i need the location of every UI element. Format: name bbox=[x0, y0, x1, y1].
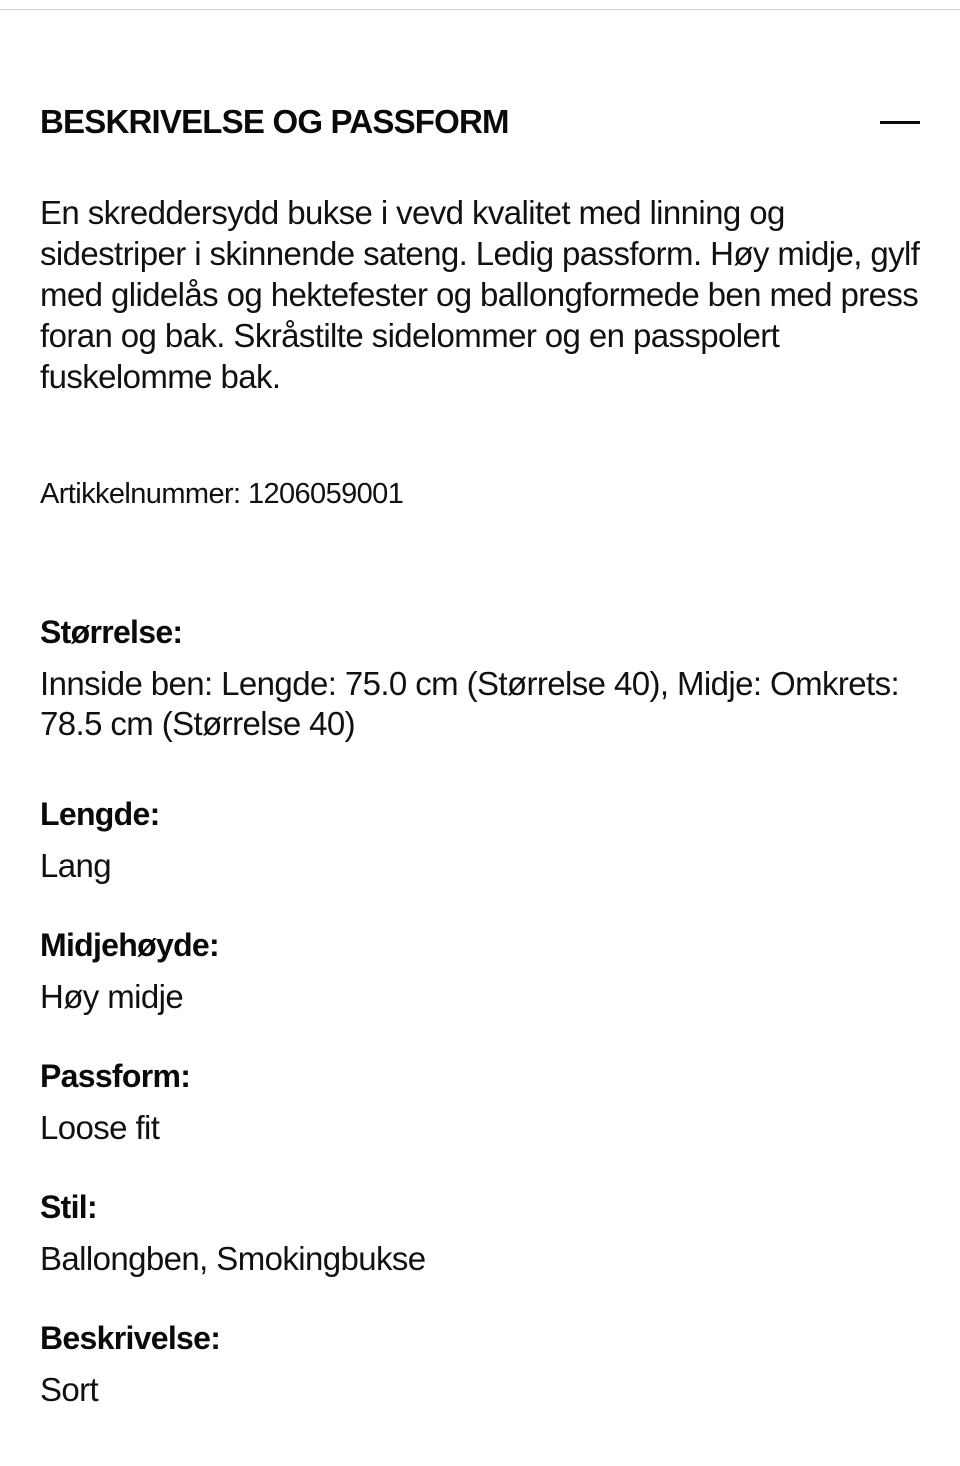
attribute-waist-height bbox=[40, 925, 930, 1017]
product-description: En skreddersydd bukse i vevd kvalitet med linning og sidestriper i skinnende sateng. Ledig passform. Høy midje, gylf med glidelås og hektefester og ballongformede ben med press foran og bak. Skråstilte sidelommer og en passpolert fuskelomme bak. bbox=[40, 194, 920, 395]
attribute-label: Lengde: bbox=[40, 796, 160, 832]
section-title: BESKRIVELSE OG PASSFORM bbox=[40, 103, 509, 140]
article-number: Artikkelnummer: 1206059001 bbox=[40, 478, 404, 510]
attribute-value: Sort bbox=[40, 1371, 99, 1408]
attribute-value: Ballongben, Smokingbukse bbox=[40, 1240, 426, 1277]
attribute-value: Lang bbox=[40, 847, 112, 884]
attribute-value: Loose fit bbox=[40, 1109, 160, 1146]
top-divider bbox=[0, 9, 960, 10]
accordion-header[interactable] bbox=[40, 100, 920, 144]
attribute-label: Størrelse: bbox=[40, 614, 183, 650]
attribute-label: Midjehøyde: bbox=[40, 927, 219, 963]
attribute-size bbox=[40, 612, 930, 744]
attribute-style bbox=[40, 1187, 930, 1279]
collapse-button[interactable] bbox=[880, 102, 920, 142]
attribute-value: Innside ben: Lengde: 75.0 cm (Størrelse 40), Midje: Omkrets: 78.5 cm (Størrelse 40) bbox=[40, 665, 900, 742]
attribute-label: Stil: bbox=[40, 1189, 97, 1225]
attribute-list bbox=[40, 612, 930, 1410]
minus-icon bbox=[880, 121, 920, 124]
attribute-value: Høy midje bbox=[40, 978, 184, 1015]
attribute-label: Beskrivelse: bbox=[40, 1320, 221, 1356]
attribute-color-description bbox=[40, 1318, 930, 1410]
attribute-length bbox=[40, 794, 930, 886]
attribute-label: Passform: bbox=[40, 1058, 191, 1094]
attribute-fit bbox=[40, 1056, 930, 1148]
